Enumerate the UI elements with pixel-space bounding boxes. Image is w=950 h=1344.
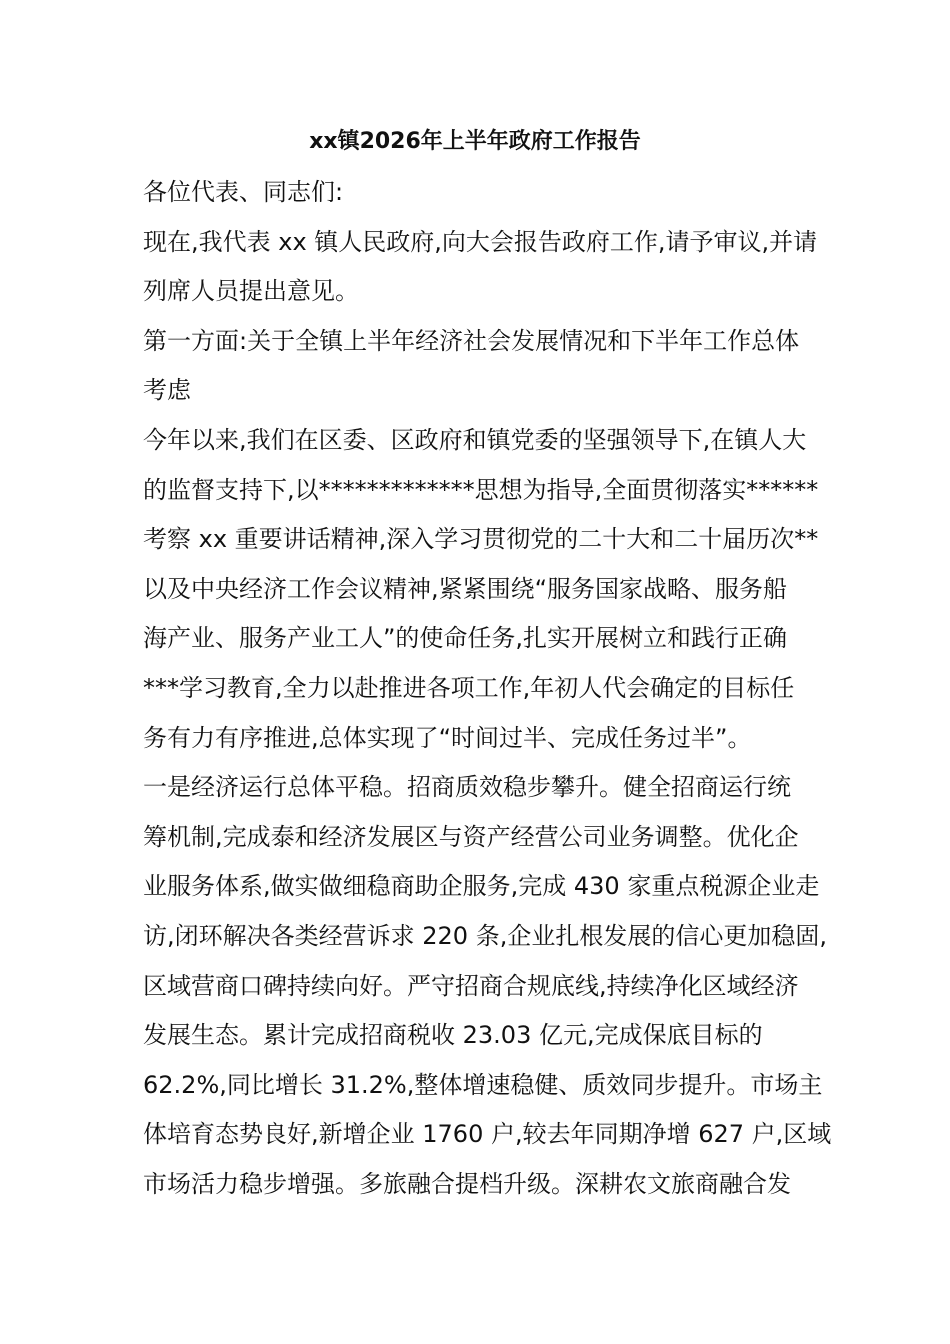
body-line: 发展生态。累计完成招商税收 23.03 亿元,完成保底目标的	[143, 1021, 763, 1050]
body-line: 体培育态势良好,新增企业 1760 户,较去年同期净增 627 户,区域	[143, 1120, 832, 1149]
body-line: 市场活力稳步增强。多旅融合提档升级。深耕农文旅商融合发	[143, 1169, 791, 1198]
body-line: 现在,我代表 xx 镇人民政府,向大会报告政府工作,请予审议,并请	[143, 227, 818, 256]
body-line: 第一方面:关于全镇上半年经济社会发展情况和下半年工作总体	[143, 326, 800, 355]
body-line: 海产业、服务产业工人”的使命任务,扎实开展树立和践行正确	[143, 624, 788, 653]
body-line: 一是经济运行总体平稳。招商质效稳步攀升。健全招商运行统	[143, 773, 791, 802]
body-line: 今年以来,我们在区委、区政府和镇党委的坚强领导下,在镇人大	[143, 425, 807, 454]
body-line: 考虑	[143, 376, 191, 405]
body-line: 的监督支持下,以*************思想为指导,全面贯彻落实******	[143, 475, 819, 504]
body-line: 区域营商口碑持续向好。严守招商合规底线,持续净化区域经济	[143, 971, 799, 1000]
body-line: 各位代表、同志们:	[143, 178, 344, 206]
body-line: 务有力有序推进,总体实现了“时间过半、完成任务过半”。	[143, 723, 752, 752]
body-line: 筹机制,完成泰和经济发展区与资产经营公司业务调整。优化企	[143, 822, 799, 851]
body-line: 考察 xx 重要讲话精神,深入学习贯彻党的二十大和二十届历次**	[143, 525, 819, 554]
document-body	[143, 168, 832, 1209]
body-line: 62.2%,同比增长 31.2%,整体增速稳健、质效同步提升。市场主	[143, 1070, 823, 1099]
body-line: 访,闭环解决各类经营诉求 220 条,企业扎根发展的信心更加稳固,	[143, 921, 827, 950]
body-line: 业服务体系,做实做细稳商助企服务,完成 430 家重点税源企业走	[143, 872, 820, 901]
body-line: 以及中央经济工作会议精神,紧紧围绕“服务国家战略、服务船	[143, 574, 788, 603]
body-line: 列席人员提出意见。	[143, 277, 359, 306]
body-line: ***学习教育,全力以赴推进各项工作,年初人代会确定的目标任	[143, 673, 795, 702]
document-title: xx镇2026年上半年政府工作报告	[309, 129, 641, 154]
